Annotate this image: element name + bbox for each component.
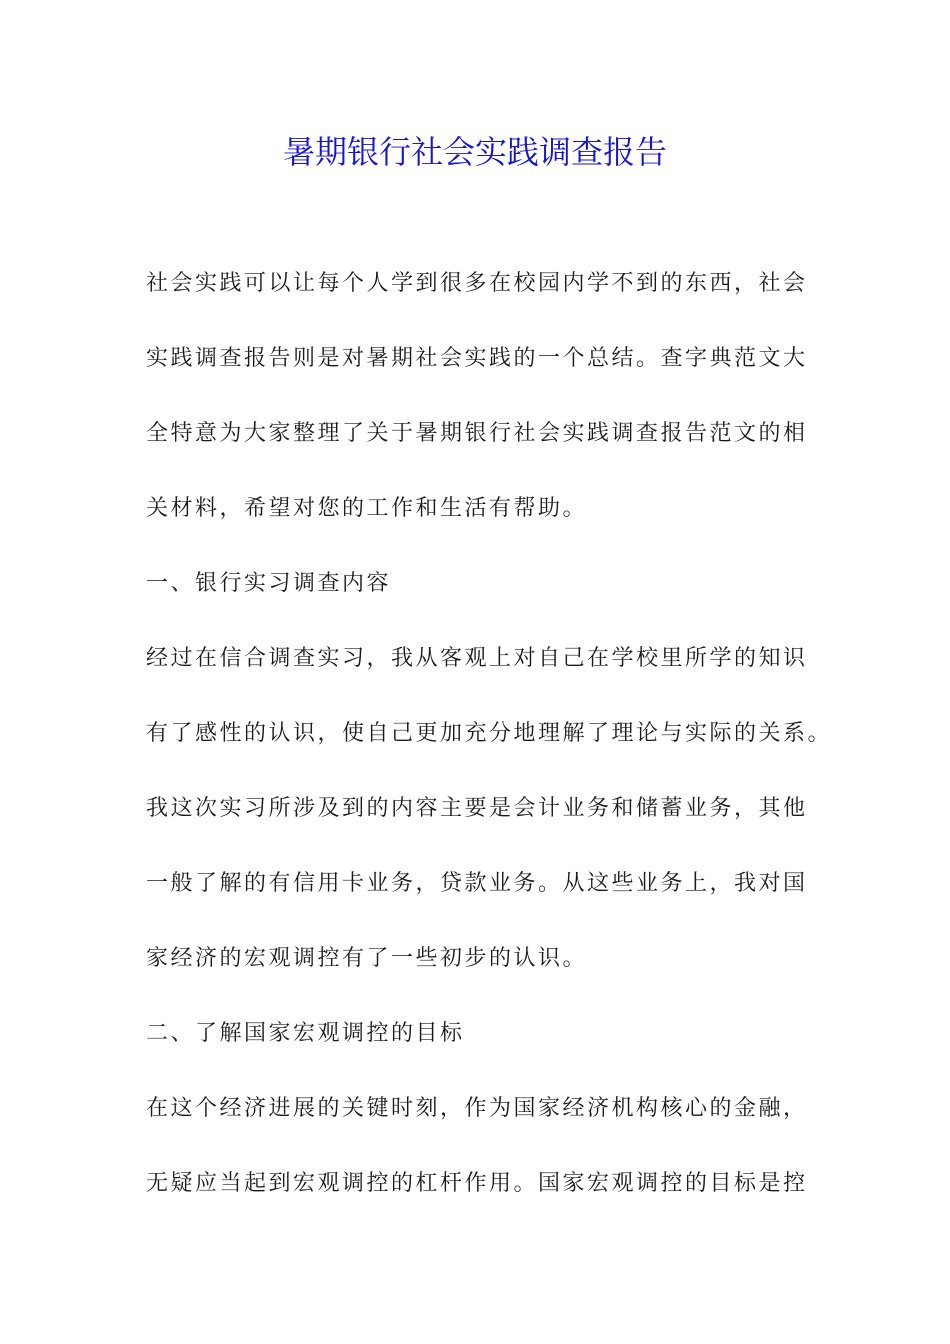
document-title: 暑期银行社会实践调查报告 [282,133,667,171]
body-line: 无疑应当起到宏观调控的杠杆作用。国家宏观调控的目标是控 [146,1171,808,1196]
section-heading: 一、银行实习调查内容 [146,571,392,596]
body-line: 关材料，希望对您的工作和生活有帮助。 [146,496,588,521]
body-line: 一般了解的有信用卡业务，贷款业务。从这些业务上，我对国 [146,871,808,896]
body-line: 实践调查报告则是对暑期社会实践的一个总结。查字典范文大 [146,346,808,371]
body-line: 在这个经济进展的关键时刻，作为国家经济机构核心的金融， [146,1096,808,1121]
section-heading: 二、了解国家宏观调控的目标 [146,1021,465,1046]
body-line: 有了感性的认识，使自己更加充分地理解了理论与实际的关系。 [146,721,833,746]
body-line: 经过在信合调查实习，我从客观上对自己在学校里所学的知识 [146,646,808,671]
body-line: 我这次实习所涉及到的内容主要是会计业务和储蓄业务，其他 [146,796,808,821]
body-line: 全特意为大家整理了关于暑期银行社会实践调查报告范文的相 [146,421,808,446]
body-line: 社会实践可以让每个人学到很多在校园内学不到的东西，社会 [146,271,808,296]
body-line: 家经济的宏观调控有了一些初步的认识。 [146,946,588,971]
